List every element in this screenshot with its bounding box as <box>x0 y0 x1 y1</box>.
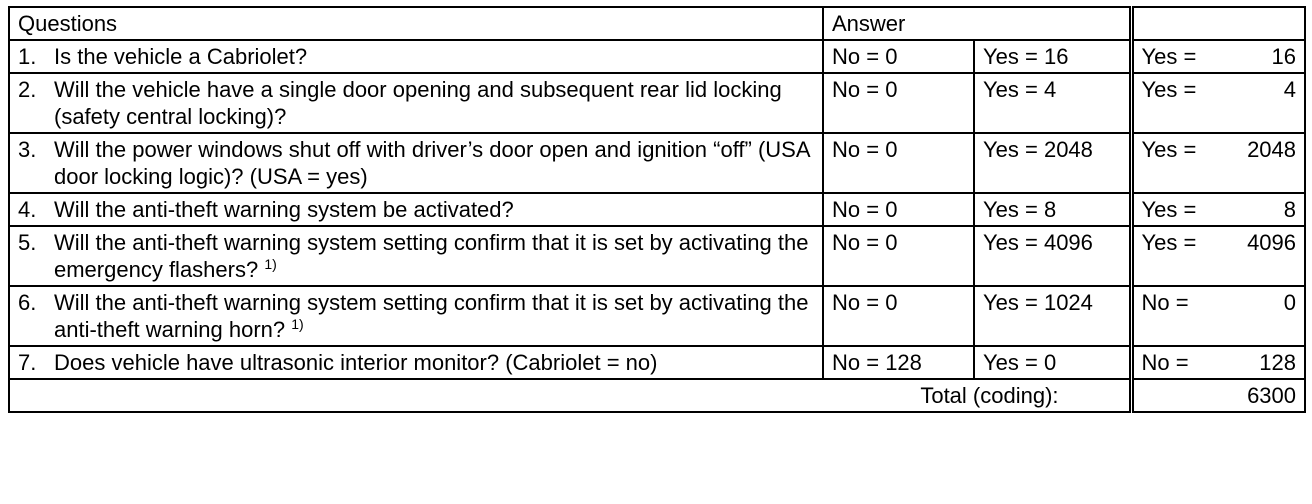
question-text: Will the anti-theft warning system be activated? <box>54 197 514 222</box>
table-row <box>9 73 1305 133</box>
question-number: 3. <box>18 137 37 162</box>
result-cell <box>1131 286 1305 346</box>
result-value: 128 <box>1259 350 1297 375</box>
no-option: No = 0 <box>823 226 974 286</box>
question-cell <box>9 193 823 226</box>
table-row <box>9 40 1305 73</box>
question-cell <box>9 40 823 73</box>
result-label: Yes = <box>1141 197 1197 222</box>
result-label: Yes = <box>1141 44 1197 69</box>
table-row <box>9 346 1305 379</box>
result-label: Yes = <box>1141 230 1197 255</box>
result-cell <box>1131 193 1305 226</box>
yes-option: Yes = 1024 <box>974 286 1131 346</box>
result-value: 2048 <box>1247 137 1297 162</box>
result-label: No = <box>1141 290 1189 315</box>
table-row <box>9 193 1305 226</box>
answer-header: Answer <box>823 7 1131 40</box>
result-label: Yes = <box>1141 77 1197 102</box>
question-text: Will the anti-theft warning system setting confirm that it is set by activating the anti-theft warning horn? <box>54 290 809 342</box>
result-cell <box>1131 346 1305 379</box>
total-label: Total (coding): <box>9 379 1131 412</box>
no-option: No = 0 <box>823 193 974 226</box>
yes-option: Yes = 8 <box>974 193 1131 226</box>
question-text: Is the vehicle a Cabriolet? <box>54 44 308 69</box>
header-row <box>9 7 1305 40</box>
no-option: No = 0 <box>823 40 974 73</box>
result-cell <box>1131 133 1305 193</box>
result-value: 16 <box>1271 44 1297 69</box>
yes-option: Yes = 0 <box>974 346 1131 379</box>
result-value: 4 <box>1283 77 1297 102</box>
question-number: 4. <box>18 197 37 222</box>
table-row <box>9 286 1305 346</box>
table-row <box>9 133 1305 193</box>
question-text: Will the vehicle have a single door opening and subsequent rear lid locking (safety central locking)? <box>54 77 782 129</box>
footnote-marker: 1) <box>264 256 277 272</box>
footnote-marker: 1) <box>291 316 304 332</box>
result-value: 0 <box>1283 290 1297 315</box>
question-number: 5. <box>18 230 37 255</box>
no-option: No = 0 <box>823 73 974 133</box>
question-number: 1. <box>18 44 37 69</box>
question-number: 6. <box>18 290 37 315</box>
no-option: No = 0 <box>823 286 974 346</box>
no-option: No = 0 <box>823 133 974 193</box>
question-number: 2. <box>18 77 37 102</box>
result-value: 8 <box>1283 197 1297 222</box>
result-label: No = <box>1141 350 1189 375</box>
questions-header: Questions <box>9 7 823 40</box>
coding-table-container <box>8 6 1306 413</box>
result-cell <box>1131 226 1305 286</box>
question-cell <box>9 346 823 379</box>
result-header <box>1131 7 1305 40</box>
result-cell <box>1131 73 1305 133</box>
no-option: No = 128 <box>823 346 974 379</box>
result-label: Yes = <box>1141 137 1197 162</box>
result-cell <box>1131 40 1305 73</box>
table-row <box>9 226 1305 286</box>
question-cell <box>9 133 823 193</box>
question-text: Will the power windows shut off with driver’s door open and ignition “off” (USA door locking logic)? (USA = yes) <box>54 137 810 189</box>
total-row <box>9 379 1305 412</box>
question-text: Does vehicle have ultrasonic interior monitor? (Cabriolet = no) <box>54 350 658 375</box>
question-cell <box>9 73 823 133</box>
total-value: 6300 <box>1131 379 1305 412</box>
yes-option: Yes = 4096 <box>974 226 1131 286</box>
yes-option: Yes = 4 <box>974 73 1131 133</box>
question-cell <box>9 226 823 286</box>
question-text: Will the anti-theft warning system setting confirm that it is set by activating the emergency flashers? <box>54 230 809 282</box>
question-cell <box>9 286 823 346</box>
question-number: 7. <box>18 350 37 375</box>
yes-option: Yes = 2048 <box>974 133 1131 193</box>
coding-table <box>8 6 1306 413</box>
yes-option: Yes = 16 <box>974 40 1131 73</box>
result-value: 4096 <box>1247 230 1297 255</box>
